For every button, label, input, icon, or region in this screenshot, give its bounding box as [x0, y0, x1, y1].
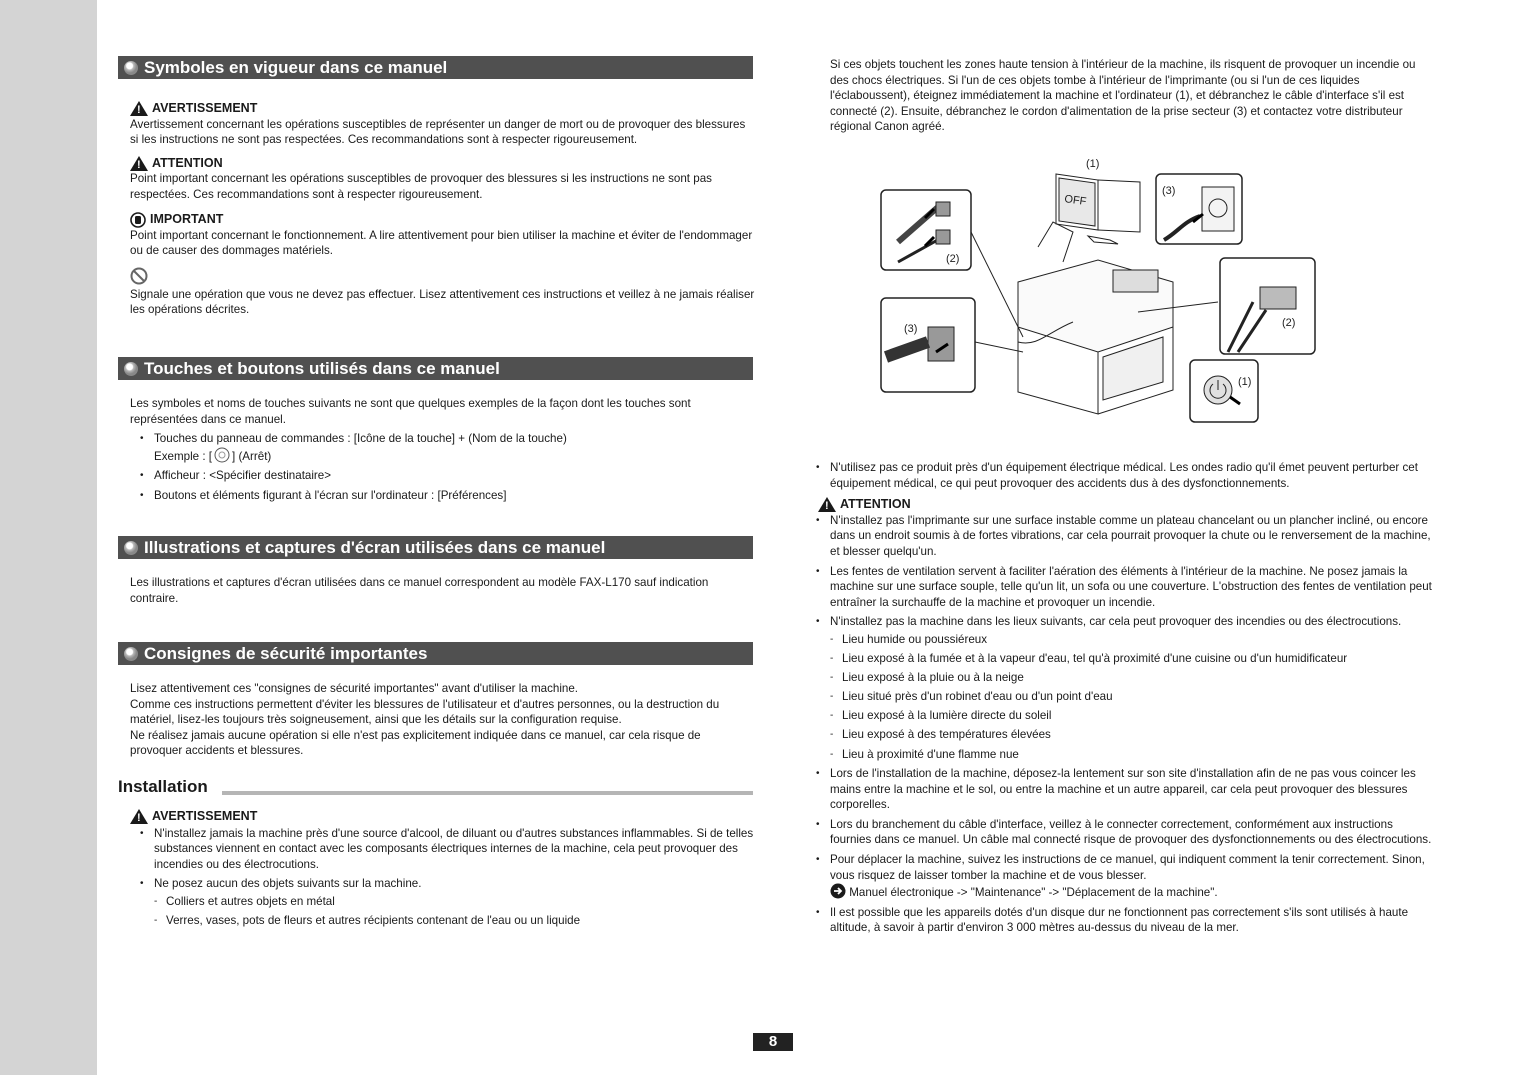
- list-item: [806, 852, 1435, 901]
- attention-item2: Les fentes de ventilation servent à faciliter l'aération des éléments à l'intérieur de la machine. Ne posez jamais la machine sur une surface souple, telle qu'un lit, un sofa ou une couverture. L'obstruction des fentes de ventilation peut entraîner la surchauffe de la machine et provoquer un incendie.: [830, 564, 1432, 609]
- list-item: [130, 876, 755, 928]
- location-item: Lieu exposé à la pluie ou à la neige: [842, 671, 1024, 685]
- important-text: Point important concernant le fonctionnement. A lire attentivement pour bien utiliser la machine et éviter de l'endommager ou de causer des dommages matériels.: [130, 228, 753, 258]
- section-header-keys: [118, 357, 753, 380]
- list-subitem: [806, 727, 1435, 743]
- label-2-left: (2): [946, 253, 960, 265]
- section-header-safety: [118, 642, 753, 665]
- avertissement-text: Avertissement concernant les opérations susceptibles de représenter un danger de mort ou de provoquer des blessures si les instructions ne sont pas respectées. Ces recommandations sont à respecter rigoureusement.: [130, 117, 746, 147]
- warning-triangle-icon: [130, 101, 148, 116]
- installation-heading: [118, 777, 753, 795]
- list-item: [130, 488, 755, 504]
- example-pre: Exemple : [: [154, 449, 212, 463]
- section-bullet-icon: [124, 541, 138, 555]
- location-item: Lieu exposé à la fumée et à la vapeur d'eau, tel qu'à proximité d'une cuisine ou d'un humidificateur: [842, 652, 1348, 666]
- manual-reference: [830, 883, 1435, 901]
- attention-label: ATTENTION: [840, 497, 911, 512]
- label-1-right: (1): [1238, 376, 1252, 388]
- install-item2: Ne posez aucun des objets suivants sur la machine.: [154, 877, 422, 891]
- attention-heading: [818, 497, 1435, 513]
- keys-example: [154, 447, 755, 465]
- attention-text: Point important concernant les opérations susceptibles de provoquer des blessures si les instructions ne sont pas respectées. Ces recommandations sont à respecter rigoureusement.: [130, 172, 712, 201]
- section-bullet-icon: [124, 61, 138, 75]
- safety-p1: Lisez attentivement ces "consignes de sécurité importantes" avant d'utiliser la machine.: [130, 682, 579, 695]
- list-subitem: [806, 689, 1435, 705]
- label-1-top: (1): [1086, 158, 1100, 170]
- computer-monitor: [1056, 174, 1140, 244]
- section-title: Illustrations et captures d'écran utilisées dans ce manuel: [144, 538, 606, 557]
- list-item: [130, 468, 755, 484]
- example-post: ] (Arrêt): [232, 449, 272, 463]
- location-item: Lieu humide ou poussiéreux: [842, 632, 988, 646]
- list-item: [806, 513, 1435, 560]
- medical-warning: N'utilisez pas ce produit près d'un équipement électrique médical. Les ondes radio qu'il émet peuvent perturber cet équipement médical, ce qui peut provoquer des accidents dus à des dysfonctionnements.: [830, 461, 1418, 490]
- safety-intro: [130, 681, 755, 759]
- list-item: [806, 564, 1435, 611]
- keys-intro: Les symboles et noms de touches suivants ne sont que quelques exemples de la façon dont les touches sont représentées dans ce manuel.: [130, 397, 691, 426]
- list-item: [130, 826, 755, 873]
- avertissement-heading: [130, 809, 755, 825]
- avertissement-label: AVERTISSEMENT: [152, 809, 258, 823]
- inset-power-inlet: [881, 298, 975, 392]
- installation-title: Installation: [118, 777, 208, 796]
- list-item: [806, 460, 1435, 491]
- install-sub2: Verres, vases, pots de fleurs et autres récipients contenant de l'eau ou un liquide: [166, 914, 581, 928]
- attention-item4: Lors de l'installation de la machine, déposez-la lentement sur son site d'installation afin de ne pas vous coincer les mains entre la machine et le sol, ou entre la machine et un autre appareil, car cela peut provoquer des blessures corporelles.: [830, 767, 1416, 812]
- important-heading: [130, 212, 755, 228]
- section-header-illustrations: [118, 536, 753, 559]
- section-bullet-icon: [124, 362, 138, 376]
- avertissement-label: AVERTISSEMENT: [152, 101, 258, 115]
- list-item: [806, 614, 1435, 762]
- location-item: Lieu exposé à des températures élevées: [842, 728, 1051, 742]
- important-hand-icon: [130, 212, 146, 228]
- keys-block: [130, 396, 755, 508]
- installation-block: [130, 809, 755, 933]
- label-3-top: (3): [1162, 185, 1176, 197]
- attention-item1: N'installez pas l'imprimante sur une surface instable comme un plateau chancelant ou un plancher incliné, ou encore dans un endroit soumis à de fortes vibrations, car cela pourrait provoquer la chute ou le renversement de la machine, et blesser quelqu'un.: [830, 513, 1431, 558]
- attention-item6: • Pour déplacer la machine, suivez les instructions de ce manuel, qui indiquent comment la tenir correctement. Sinon, vous risquez de laisser tomber la machine et de vous blesser.: [830, 853, 1425, 882]
- installation-rule: [222, 791, 753, 795]
- install-item1: N'installez jamais la machine près d'une source d'alcool, de diluant ou d'autres substances inflammables. Si de telles substances viennent en contact avec les composants électriques internes de la machine, cela peut provoquer des incendies ou des électrocutions.: [154, 826, 754, 871]
- stop-key-icon: [212, 447, 232, 463]
- keys-item1: • Touches du panneau de commandes : [Icône de la touche] + (Nom de la touche): [154, 432, 567, 446]
- avertissement-heading: [130, 101, 755, 117]
- list-subitem: [130, 894, 755, 910]
- section-title: Consignes de sécurité importantes: [144, 644, 428, 663]
- section-title: Symboles en vigueur dans ce manuel: [144, 58, 448, 77]
- warning-triangle-icon: [818, 497, 836, 512]
- install-sub1: Colliers et autres objets en métal: [166, 894, 335, 908]
- list-item: [130, 431, 755, 464]
- safety-p3: Ne réalisez jamais aucune opération si elle n'est pas explicitement indiquée dans ce manuel, car cela risque de provoquer accidents et blessures.: [130, 728, 701, 758]
- unplug-illustration: [878, 152, 1318, 427]
- list-subitem: [806, 747, 1435, 763]
- prohibited-icon: [130, 267, 148, 285]
- list-subitem: [806, 670, 1435, 686]
- inset-power-button: [1190, 360, 1258, 422]
- locations-list: [806, 632, 1435, 762]
- attention-item7: Il est possible que les appareils dotés d'un disque dur ne fonctionnent pas correctement s'ils sont utilisés à haute altitude, à savoir à partir d'environ 3 000 mètres au-dessus du niveau de la mer.: [830, 905, 1409, 935]
- right-intro-paragraph: Si ces objets touchent les zones haute tension à l'intérieur de la machine, ils risquent de provoquer un incendie ou des chocs électriques. Si l'un de ces objets tombe à l'intérieur de l'imprimante (ou si l'un de ces liquides l'éclaboussent), éteignez immédiatement la machine et l'ordinateur (1), et débranchez le câble d'interface s'il est connecté (2). Ensuite, débranchez le cordon d'alimentation de la prise secteur (3) et contactez votre distributeur régional Canon agréé.: [830, 58, 1416, 134]
- off-label: OFF: [1063, 193, 1088, 209]
- page-number: 8: [753, 1033, 793, 1051]
- right-safety-block: [818, 460, 1435, 940]
- list-subitem: [806, 651, 1435, 667]
- attention-label: ATTENTION: [152, 155, 223, 170]
- list-item: [806, 817, 1435, 848]
- fax-machine: [1018, 222, 1173, 414]
- list-subitem: [806, 708, 1435, 724]
- section-header-symbols: [118, 56, 753, 79]
- location-item: Lieu à proximité d'une flamme nue: [842, 747, 1019, 761]
- keys-item2: Afficheur : <Spécifier destinataire>: [154, 469, 332, 483]
- warning-triangle-icon: [130, 156, 148, 171]
- attention-heading: [130, 156, 755, 172]
- prohibited-text: Signale une opération que vous ne devez pas effectuer. Lisez attentivement ces instructions et veillez à ne jamais réaliser les opérations décrites.: [130, 287, 755, 317]
- list-item: [806, 905, 1435, 936]
- important-label: IMPORTANT: [150, 211, 224, 226]
- inset-telephone-cables: [1220, 258, 1315, 354]
- page-margin-bar: [0, 0, 97, 1075]
- keys-item3: Boutons et éléments figurant à l'écran sur l'ordinateur : [Préférences]: [154, 488, 507, 502]
- list-subitem: [130, 913, 755, 929]
- symbols-block: [130, 101, 755, 318]
- arrow-reference-icon: [830, 883, 846, 899]
- attention-item5: Lors du branchement du câble d'interface, veillez à le connecter correctement, conformément aux instructions fournies dans ce manuel. Un câble mal connecté risque de provoquer des dysfonctionnements ou des électrocutions.: [830, 817, 1432, 847]
- location-item: Lieu situé près d'un robinet d'eau ou d'un point d'eau: [842, 690, 1113, 704]
- list-subitem: [806, 632, 1435, 648]
- label-3-left: (3): [904, 323, 918, 335]
- illustrations-text: Les illustrations et captures d'écran utilisées dans ce manuel correspondent au modèle FAX-L170 sauf indication contraire.: [130, 576, 709, 605]
- section-title: Touches et boutons utilisés dans ce manuel: [144, 359, 500, 378]
- location-item: Lieu exposé à la lumière directe du soleil: [842, 709, 1052, 723]
- manual-reference-text: Manuel électronique -> "Maintenance" -> "Déplacement de la machine".: [849, 886, 1218, 900]
- attention-item3: N'installez pas la machine dans les lieux suivants, car cela peut provoquer des incendies ou des électrocutions.: [830, 615, 1402, 629]
- warning-triangle-icon: [130, 809, 148, 824]
- label-2-right: (2): [1282, 317, 1296, 329]
- safety-p2: Comme ces instructions permettent d'éviter les blessures de l'utilisateur et d'autres personnes, ou la destruction du matériel, lisez-les toujours très soigneusement, ainsi que les détails sur la configuration requise.: [130, 697, 720, 727]
- list-item: [806, 766, 1435, 813]
- section-bullet-icon: [124, 647, 138, 661]
